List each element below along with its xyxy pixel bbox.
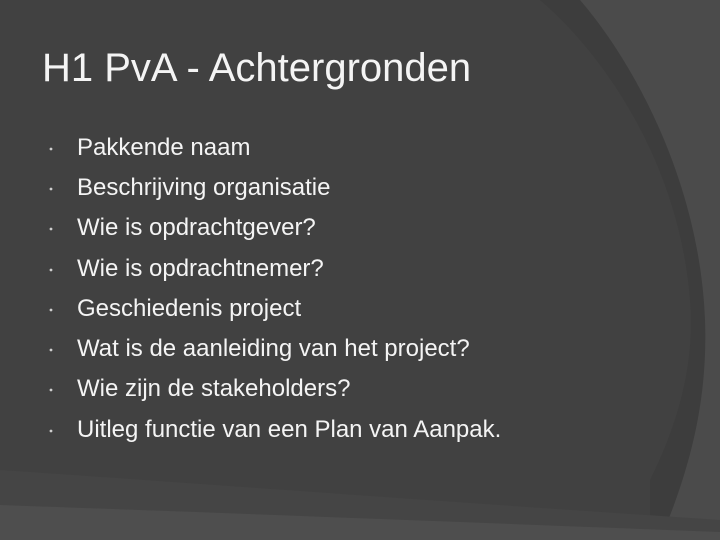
small-dot-bullet-icon: [49, 147, 53, 151]
bullet-label: Pakkende naam: [77, 134, 251, 161]
small-dot-bullet-icon: [49, 429, 53, 433]
bullet-label: Geschiedenis project: [77, 294, 302, 322]
bullet-label: Wat is de aanleiding van het project?: [77, 335, 470, 363]
small-dot-bullet-icon: [49, 268, 53, 272]
small-dot-bullet-icon: [49, 308, 53, 312]
small-dot-bullet-icon: [49, 348, 53, 352]
bullet-label: Wie zijn de stakeholders?: [77, 375, 351, 403]
bullet-label: Uitleg functie van een Plan van Aanpak.: [77, 415, 502, 443]
slide-title: H1 PvA - Achtergronden: [42, 46, 472, 90]
small-dot-bullet-icon: [49, 227, 53, 231]
bullet-label: Wie is opdrachtnemer?: [77, 254, 324, 282]
small-dot-bullet-icon: [49, 187, 53, 191]
bullet-label: Beschrijving organisatie: [77, 174, 331, 201]
small-dot-bullet-icon: [49, 388, 53, 392]
bullet-label: Wie is opdrachtgever?: [77, 214, 316, 242]
